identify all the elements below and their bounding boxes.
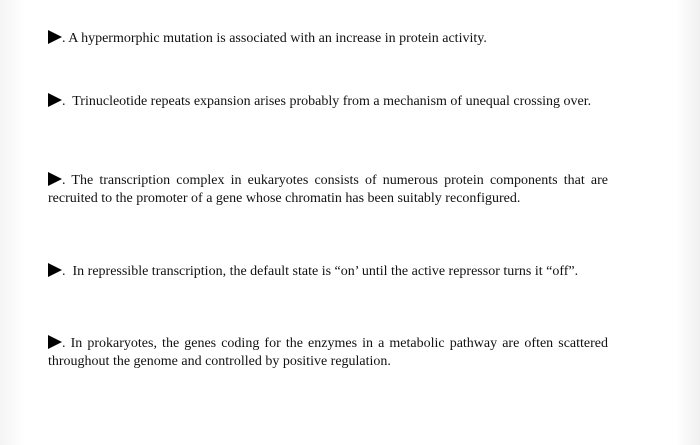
statement-marker: . — [62, 31, 66, 46]
triangle-bullet-icon — [48, 172, 62, 186]
statement-text: In repressible transcription, the default state is “on’ until the active repressor turns it “off”. — [72, 264, 579, 279]
statement-text: A hypermorphic mutation is associated with an increase in protein activity. — [68, 31, 487, 46]
statement-marker: . — [62, 264, 66, 279]
statement-2 — [48, 93, 608, 111]
statement-marker: . — [62, 94, 66, 109]
statement-text: In prokaryotes, the genes coding for the enzymes in a metabolic pathway are often scattered throughout the genome and controlled by positive regulation. — [48, 336, 609, 369]
statement-3 — [48, 172, 608, 208]
statement-4 — [48, 263, 608, 281]
statement-1 — [48, 30, 608, 48]
triangle-bullet-icon — [48, 335, 62, 349]
triangle-bullet-icon — [48, 30, 62, 44]
statement-5 — [48, 335, 608, 371]
statement-marker: . — [62, 336, 66, 351]
statement-text: Trinucleotide repeats expansion arises probably from a mechanism of unequal crossing over. — [72, 94, 592, 109]
statement-text: The transcription complex in eukaryotes consists of numerous protein components that are recruited to the promoter of a gene whose chromatin has been suitably reconfigured. — [48, 173, 608, 206]
triangle-bullet-icon — [48, 263, 62, 277]
triangle-bullet-icon — [48, 93, 62, 107]
statement-marker: . — [62, 173, 66, 188]
